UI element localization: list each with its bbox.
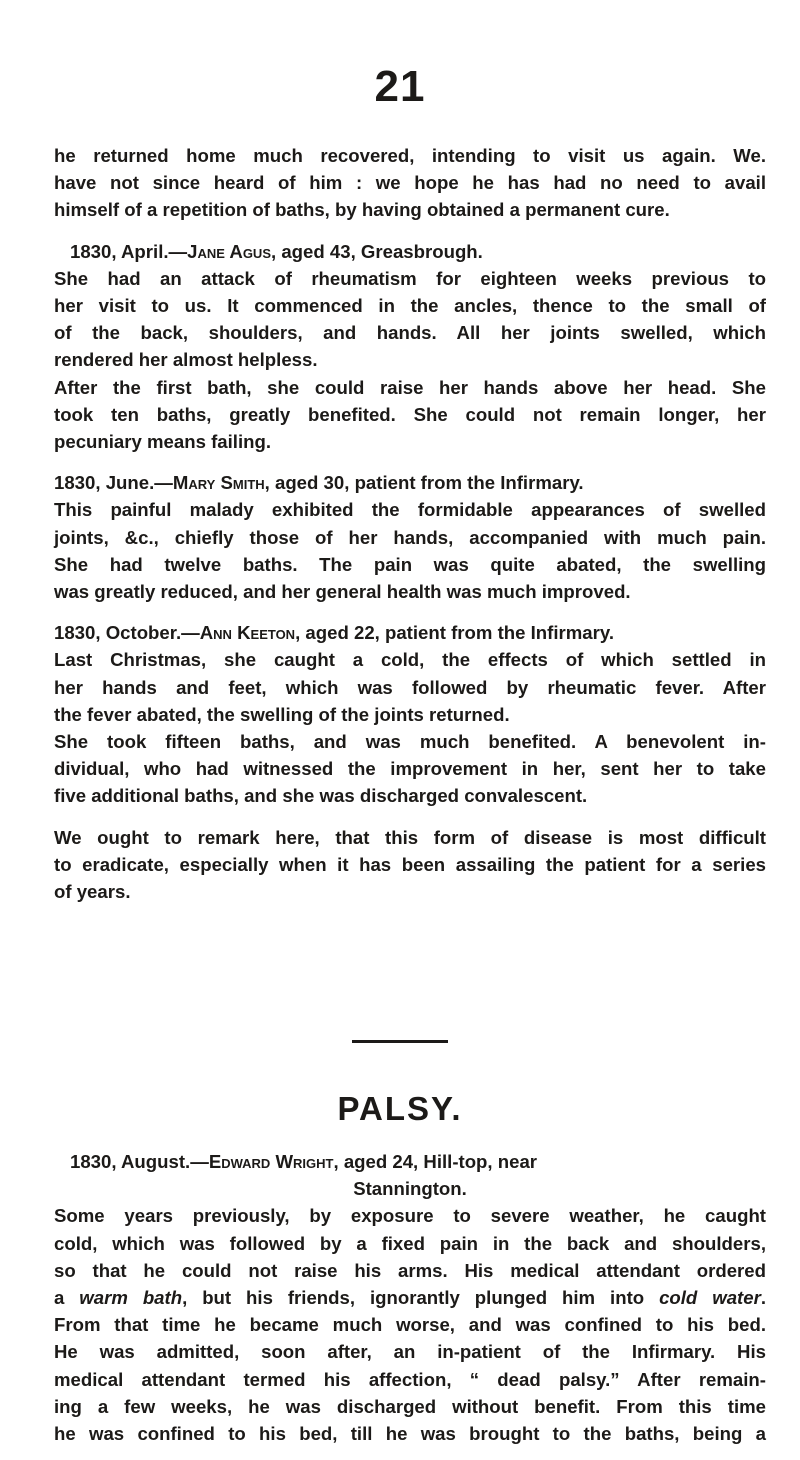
text-line: She had an attack of rheumatism for eighteen weeks previous to <box>54 267 766 289</box>
case-entry-keeton <box>54 619 766 809</box>
text-line: was greatly reduced, and her general health was much improved. <box>54 581 631 603</box>
section-title: PALSY. <box>337 1090 463 1127</box>
text-line: This painful malady exhibited the formidable appearances of swelled <box>54 499 766 521</box>
text-line: of the back, shoulders, and hands. All her joints swelled, which <box>54 322 766 344</box>
text-fragment: a <box>54 1287 80 1309</box>
page-number: 21 <box>374 62 426 111</box>
remark-paragraph <box>54 824 766 906</box>
text-fragment: , but his friends, ignorantly plunged him into <box>182 1287 660 1309</box>
case-details: , aged 30, patient from the Infirmary. <box>264 472 584 494</box>
text-line: cold, which was followed by a fixed pain in the back and shoulders, <box>54 1232 766 1254</box>
case-details: , aged 43, Greasbrough. <box>271 240 483 262</box>
text-line: the fever abated, the swelling of the joints returned. <box>54 703 510 725</box>
case-heading <box>54 619 766 646</box>
case-place: Stannington. <box>353 1178 467 1200</box>
text-line: She had twelve baths. The pain was quite abated, the swelling <box>54 553 766 575</box>
text-line: medical attendant termed his affection, “ dead palsy.” After remain- <box>54 1368 766 1390</box>
patient-name: Ann Keeton <box>199 622 296 644</box>
case-details: , aged 22, patient from the Infirmary. <box>295 622 614 644</box>
case-date: 1830, October.— <box>54 622 200 644</box>
text-line: ing a few weeks, he was discharged without benefit. From this time <box>54 1395 766 1417</box>
text-line: rendered her almost helpless. <box>54 349 318 371</box>
text-line: dividual, who had witnessed the improvement in her, sent her to take <box>54 758 766 780</box>
text-line: She took fifteen baths, and was much benefited. A benevolent in- <box>54 731 766 753</box>
text-line: pecuniary means failing. <box>54 431 271 453</box>
text-line: have not since heard of him : we hope he has had no need to avail <box>54 172 766 194</box>
text-line: he was confined to his bed, till he was brought to the baths, being a <box>54 1423 766 1445</box>
intro-paragraph <box>54 142 766 224</box>
case-details: , aged 24, Hill-top, near <box>333 1151 538 1172</box>
text-line: We ought to remark here, that this form of disease is most difficult <box>54 826 766 848</box>
case-entry-smith <box>54 469 766 605</box>
case-entry-wright <box>54 1148 766 1447</box>
case-date: 1830, June.— <box>54 472 173 494</box>
text-fragment: . <box>760 1287 766 1309</box>
case-entry-agus <box>54 238 766 456</box>
text-line <box>54 1284 766 1311</box>
case-heading <box>54 238 766 265</box>
patient-name: Mary Smith <box>172 472 265 494</box>
text-line: five additional baths, and she was discharged convalescent. <box>54 785 588 807</box>
text-block-upper <box>54 142 766 905</box>
text-block-palsy <box>54 1148 766 1447</box>
case-date: 1830, April.— <box>70 240 188 262</box>
emphasis-warm-bath: warm bath <box>79 1287 183 1309</box>
case-heading <box>54 469 766 496</box>
case-heading <box>54 1148 766 1175</box>
patient-name: Jane Agus <box>187 240 271 262</box>
text-line: of years. <box>54 881 131 903</box>
text-line: Some years previously, by exposure to severe weather, he caught <box>54 1205 766 1227</box>
patient-name: Edward Wright <box>208 1151 334 1172</box>
text-line: After the first bath, she could raise her hands above her head. She <box>54 376 766 398</box>
case-date: 1830, August.— <box>70 1151 209 1172</box>
text-line: her hands and feet, which was followed by rheumatic fever. After <box>54 676 766 698</box>
text-line: From that time he became much worse, and was confined to his bed. <box>54 1314 766 1336</box>
text-line: himself of a repetition of baths, by having obtained a permanent cure. <box>54 199 670 221</box>
text-line: to eradicate, especially when it has been assailing the patient for a series <box>54 853 766 875</box>
emphasis-cold-water: cold water <box>659 1287 761 1309</box>
text-line: he returned home much recovered, intending to visit us again. We. <box>54 145 766 166</box>
text-line: her visit to us. It commenced in the ancles, thence to the small of <box>54 295 766 317</box>
section-divider <box>352 1040 448 1043</box>
text-line: He was admitted, soon after, an in-patient of the Infirmary. His <box>54 1341 766 1363</box>
text-line: Last Christmas, she caught a cold, the effects of which settled in <box>54 649 766 671</box>
text-line: joints, &c., chiefly those of her hands, accompanied with much pain. <box>54 526 766 548</box>
text-line: took ten baths, greatly benefited. She could not remain longer, her <box>54 403 766 425</box>
text-line: so that he could not raise his arms. His medical attendant ordered <box>54 1259 766 1281</box>
